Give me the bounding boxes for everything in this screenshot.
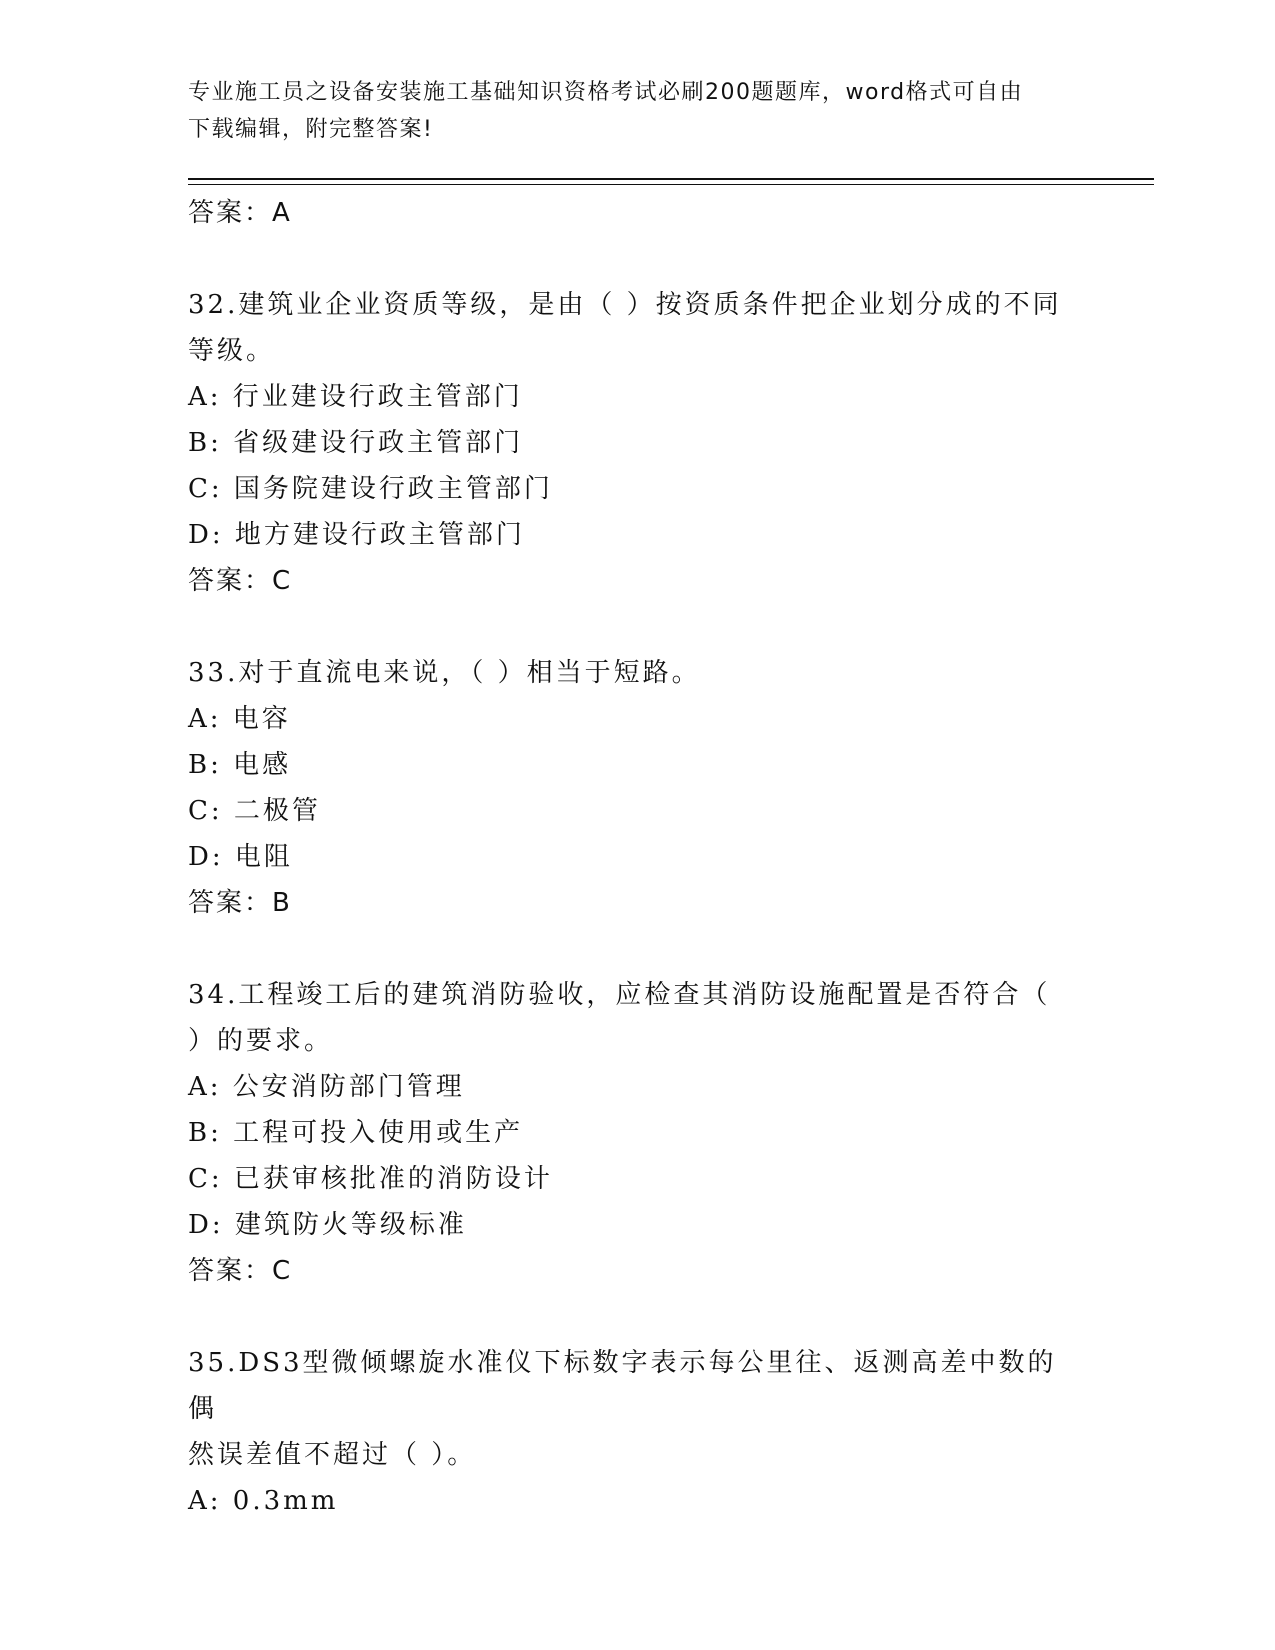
- option-a: A: 0.3mm: [188, 1486, 339, 1516]
- document-header: [188, 74, 1068, 148]
- option-c: C: 已获审核批准的消防设计: [188, 1164, 553, 1194]
- answer-line: 答案：B: [188, 888, 292, 918]
- question-stem-continued: 等级。: [188, 336, 276, 366]
- question-item: [188, 972, 1068, 1294]
- spacer: [188, 236, 1068, 282]
- question-item: [188, 1340, 1068, 1524]
- question-stem: 35.DS3型微倾螺旋水准仪下标数字表示每公里往、返测高差中数的偶: [188, 1348, 1057, 1424]
- header-line-2: 下载编辑，附完整答案!: [188, 117, 434, 142]
- question-stem-continued: 然误差值不超过（ ）。: [188, 1440, 477, 1470]
- option-d: D: 地方建设行政主管部门: [188, 520, 525, 550]
- question-item: [188, 650, 1068, 926]
- option-a: A: 行业建设行政主管部门: [188, 382, 523, 412]
- option-c: C: 二极管: [188, 796, 321, 826]
- header-divider-thick: [188, 178, 1154, 180]
- option-a: A: 电容: [188, 704, 291, 734]
- spacer: [188, 926, 1068, 972]
- spacer: [188, 1294, 1068, 1340]
- question-stem: 32.建筑业企业资质等级，是由（ ）按资质条件把企业划分成的不同: [188, 290, 1062, 320]
- question-stem: 34.工程竣工后的建筑消防验收，应检查其消防设施配置是否符合（: [188, 980, 1051, 1010]
- question-item: [188, 282, 1068, 604]
- answer-line: 答案：C: [188, 1256, 293, 1286]
- question-stem: 33.对于直流电来说，（ ）相当于短路。: [188, 658, 701, 688]
- answer-line: 答案：A: [188, 198, 292, 228]
- option-a: A: 公安消防部门管理: [188, 1072, 465, 1102]
- question-list: [188, 190, 1068, 1524]
- option-b: B: 省级建设行政主管部门: [188, 428, 524, 458]
- option-b: B: 电感: [188, 750, 292, 780]
- option-c: C: 国务院建设行政主管部门: [188, 474, 553, 504]
- option-d: D: 建筑防火等级标准: [188, 1210, 467, 1240]
- option-d: D: 电阻: [188, 842, 293, 872]
- spacer: [188, 604, 1068, 650]
- question-stem-continued: ）的要求。: [188, 1026, 334, 1056]
- option-b: B: 工程可投入使用或生产: [188, 1118, 524, 1148]
- answer-line: 答案：C: [188, 566, 293, 596]
- header-line-1: 专业施工员之设备安装施工基础知识资格考试必刷200题题库，word格式可自由: [188, 80, 1024, 105]
- header-divider-thin: [188, 184, 1154, 185]
